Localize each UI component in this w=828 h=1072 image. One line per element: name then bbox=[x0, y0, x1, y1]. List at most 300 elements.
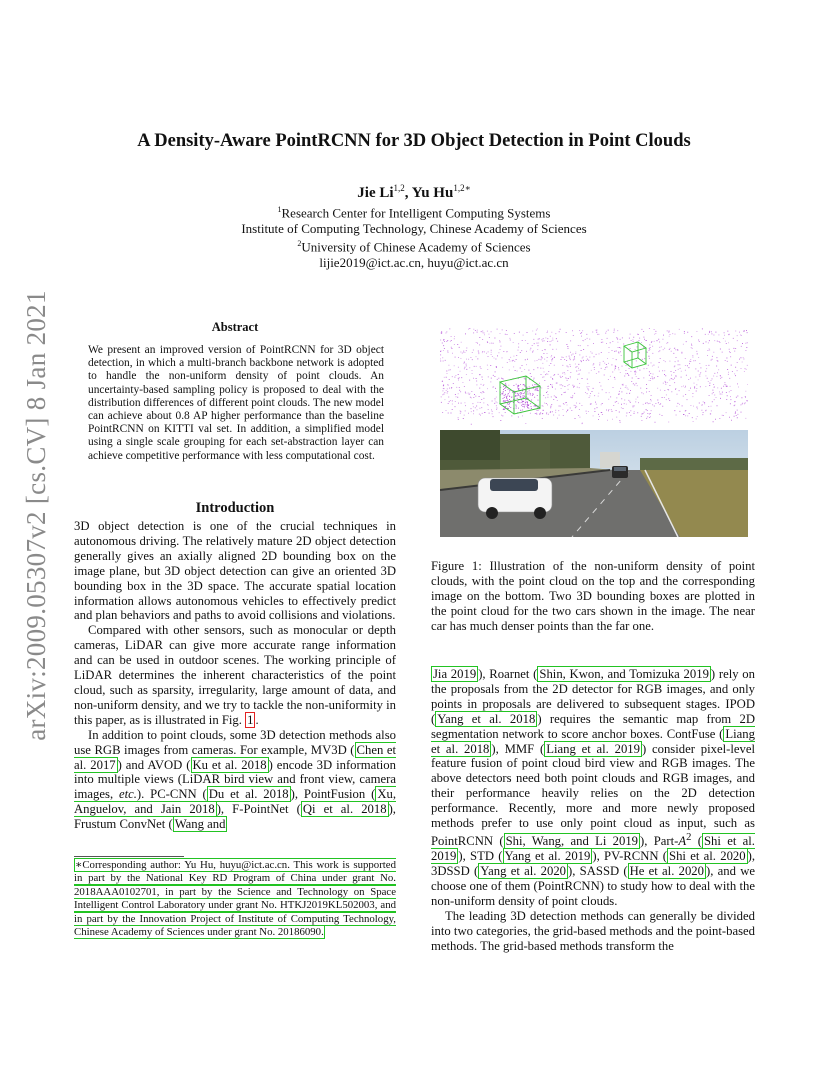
point-cloud-dot bbox=[556, 338, 557, 339]
point-cloud-dot bbox=[521, 393, 522, 394]
citation-link[interactable]: Yang et al. 2020 bbox=[480, 864, 567, 879]
point-cloud-dot bbox=[712, 379, 713, 380]
point-cloud-dot bbox=[658, 367, 659, 368]
point-cloud-dot bbox=[725, 341, 726, 342]
point-cloud-dot bbox=[626, 404, 627, 405]
citation-link[interactable]: Chen et al. 2017 bbox=[74, 742, 396, 772]
point-cloud-dot bbox=[479, 337, 480, 338]
point-cloud-dot bbox=[706, 368, 707, 369]
point-cloud-dot bbox=[490, 382, 491, 383]
point-cloud-dot bbox=[543, 395, 544, 396]
point-cloud-dot bbox=[574, 358, 575, 359]
point-cloud-dot bbox=[469, 380, 470, 381]
point-cloud-dot bbox=[720, 394, 721, 395]
point-cloud-dot bbox=[599, 363, 600, 364]
point-cloud-dot bbox=[574, 359, 575, 360]
point-cloud-dot bbox=[456, 396, 457, 397]
point-cloud-dot bbox=[613, 332, 614, 333]
point-cloud-dot bbox=[736, 415, 737, 416]
footnote-link[interactable]: ∗Corresponding author: Yu Hu, huyu@ict.ac.cn. This work is supported in part by the National Key RD Program of China under grant No. 2018AAA0102701, in part by the Science and Technology on Space Intelligent Control Laboratory under grant No. HTKJ2019KL502003, and in part by the Innovation Project of Institute of Computing Technology, Chinese Academy of Sciences under grant No. 20186090. bbox=[74, 859, 396, 939]
point-cloud-dot bbox=[675, 334, 676, 335]
point-cloud-dot bbox=[673, 379, 674, 380]
point-cloud-dot bbox=[444, 392, 445, 393]
point-cloud-dot bbox=[729, 334, 730, 335]
point-cloud-dot bbox=[659, 362, 660, 363]
point-cloud-dot bbox=[513, 367, 514, 368]
point-cloud-dot bbox=[519, 396, 520, 397]
point-cloud-dot bbox=[621, 398, 622, 399]
point-cloud-dot bbox=[529, 390, 530, 391]
point-cloud-dot bbox=[674, 378, 675, 379]
point-cloud-dot bbox=[496, 405, 497, 406]
point-cloud-dot bbox=[442, 381, 443, 382]
point-cloud-dot bbox=[648, 365, 649, 366]
point-cloud-dot bbox=[524, 396, 525, 397]
point-cloud-dot bbox=[497, 402, 498, 403]
point-cloud-dot bbox=[505, 401, 506, 402]
point-cloud-dot bbox=[626, 386, 627, 387]
point-cloud-dot bbox=[699, 403, 700, 404]
point-cloud-dot bbox=[515, 405, 516, 406]
citation-link[interactable]: Liang et al. 2018 bbox=[431, 726, 755, 756]
point-cloud-dot bbox=[671, 351, 672, 352]
point-cloud-dot bbox=[489, 413, 490, 414]
point-cloud-dot bbox=[685, 370, 686, 371]
point-cloud-dot bbox=[664, 348, 665, 349]
point-cloud-dot bbox=[505, 383, 506, 384]
point-cloud-dot bbox=[602, 403, 603, 404]
point-cloud-dot bbox=[588, 411, 589, 412]
point-cloud-dot bbox=[659, 414, 660, 415]
point-cloud-dot bbox=[659, 342, 660, 343]
point-cloud-dot bbox=[596, 354, 597, 355]
point-cloud-dot bbox=[473, 350, 474, 351]
point-cloud-dot bbox=[448, 403, 449, 404]
point-cloud-dot bbox=[454, 365, 455, 366]
point-cloud-dot bbox=[465, 393, 466, 394]
point-cloud-dot bbox=[466, 348, 467, 349]
point-cloud-dot bbox=[643, 347, 644, 348]
point-cloud-dot bbox=[602, 414, 603, 415]
point-cloud-dot bbox=[563, 357, 564, 358]
point-cloud-dot bbox=[628, 389, 629, 390]
point-cloud-dot bbox=[599, 354, 600, 355]
point-cloud-dot bbox=[679, 329, 680, 330]
point-cloud-dot bbox=[570, 408, 571, 409]
point-cloud-dot bbox=[525, 379, 526, 380]
point-cloud-dot bbox=[634, 411, 635, 412]
point-cloud-dot bbox=[590, 351, 591, 352]
point-cloud-dot bbox=[504, 397, 505, 398]
point-cloud-dot bbox=[679, 390, 680, 391]
point-cloud-dot bbox=[675, 361, 676, 362]
point-cloud-dot bbox=[518, 347, 519, 348]
point-cloud-dot bbox=[544, 403, 545, 404]
point-cloud-dot bbox=[509, 403, 510, 404]
citation-link[interactable]: Qi et al. 2018 bbox=[302, 802, 387, 817]
point-cloud-dot bbox=[649, 358, 650, 359]
point-cloud-dot bbox=[463, 418, 464, 419]
point-cloud-dot bbox=[512, 361, 513, 362]
point-cloud-dot bbox=[468, 329, 469, 330]
point-cloud-dot bbox=[532, 393, 533, 394]
math-symbol: A bbox=[678, 834, 687, 849]
point-cloud-dot bbox=[593, 388, 594, 389]
point-cloud-dot bbox=[633, 341, 634, 342]
point-cloud-dot bbox=[516, 406, 517, 407]
point-cloud-dot bbox=[593, 343, 594, 344]
citation-link[interactable]: Liang et al. 2019 bbox=[546, 741, 640, 756]
point-cloud-dot bbox=[573, 360, 574, 361]
point-cloud-dot bbox=[664, 397, 665, 398]
point-cloud-dot bbox=[568, 367, 569, 368]
point-cloud-dot bbox=[475, 396, 476, 397]
point-cloud-dot bbox=[527, 343, 528, 344]
point-cloud-dot bbox=[735, 401, 736, 402]
point-cloud-dot bbox=[514, 399, 515, 400]
point-cloud-dot bbox=[587, 345, 588, 346]
point-cloud-dot bbox=[476, 366, 477, 367]
point-cloud-dot bbox=[677, 403, 678, 404]
point-cloud-dot bbox=[745, 368, 746, 369]
point-cloud-dot bbox=[540, 413, 541, 414]
point-cloud-dot bbox=[698, 371, 699, 372]
point-cloud-dot bbox=[559, 406, 560, 407]
abstract-heading: Abstract bbox=[211, 320, 259, 334]
point-cloud-dot bbox=[472, 370, 473, 371]
point-cloud-dot bbox=[712, 393, 713, 394]
citation-link[interactable]: Yang et al. 2018 bbox=[437, 711, 536, 726]
point-cloud-dot bbox=[631, 381, 632, 382]
point-cloud-dot bbox=[657, 388, 658, 389]
point-cloud-dot bbox=[442, 391, 443, 392]
point-cloud-dot bbox=[567, 346, 568, 347]
citation-link[interactable]: Yang et al. 2019 bbox=[504, 849, 591, 864]
point-cloud-dot bbox=[459, 377, 460, 378]
point-cloud-dot bbox=[676, 415, 677, 416]
point-cloud-dot bbox=[521, 350, 522, 351]
point-cloud-dot bbox=[522, 340, 523, 341]
point-cloud-dot bbox=[581, 361, 582, 362]
point-cloud-dot bbox=[586, 411, 587, 412]
point-cloud-dot bbox=[612, 350, 613, 351]
point-cloud-dot bbox=[616, 359, 617, 360]
point-cloud-dot bbox=[566, 356, 567, 357]
point-cloud-dot bbox=[547, 357, 548, 358]
author-affiliation-mark: 1,2∗ bbox=[453, 183, 471, 193]
camera-image-figure bbox=[440, 430, 748, 537]
point-cloud-dot bbox=[734, 351, 735, 352]
point-cloud-dot bbox=[688, 379, 689, 380]
point-cloud-dot bbox=[742, 362, 743, 363]
point-cloud-dot bbox=[689, 390, 690, 391]
point-cloud-dot bbox=[554, 365, 555, 366]
point-cloud-dot bbox=[495, 388, 496, 389]
point-cloud-dot bbox=[709, 332, 710, 333]
point-cloud-dot bbox=[642, 414, 643, 415]
point-cloud-dot bbox=[521, 402, 522, 403]
point-cloud-dot bbox=[493, 416, 494, 417]
point-cloud-dot bbox=[541, 359, 542, 360]
point-cloud-dot bbox=[745, 391, 746, 392]
point-cloud-dot bbox=[634, 413, 635, 414]
point-cloud-dot bbox=[716, 357, 717, 358]
point-cloud-dot bbox=[711, 331, 712, 332]
point-cloud-dot bbox=[492, 413, 493, 414]
point-cloud-dot bbox=[479, 396, 480, 397]
point-cloud-dot bbox=[523, 404, 524, 405]
point-cloud-dot bbox=[489, 343, 490, 344]
point-cloud-dot bbox=[659, 404, 660, 405]
point-cloud-dot bbox=[594, 369, 595, 370]
point-cloud-dot bbox=[502, 358, 503, 359]
point-cloud-dot bbox=[455, 375, 456, 376]
point-cloud-dot bbox=[650, 380, 651, 381]
point-cloud-dot bbox=[737, 335, 738, 336]
point-cloud-dot bbox=[532, 395, 533, 396]
point-cloud-dot bbox=[708, 334, 709, 335]
citation-link[interactable]: Shi et al. 2019 bbox=[431, 834, 755, 864]
point-cloud-dot bbox=[578, 364, 579, 365]
point-cloud-dot bbox=[599, 382, 600, 383]
point-cloud-dot bbox=[649, 348, 650, 349]
point-cloud-dot bbox=[663, 335, 664, 336]
point-cloud-dot bbox=[488, 409, 489, 410]
point-cloud-dot bbox=[538, 410, 539, 411]
point-cloud-dot bbox=[532, 352, 533, 353]
point-cloud-dot bbox=[690, 388, 691, 389]
point-cloud-dot bbox=[620, 422, 621, 423]
point-cloud-dot bbox=[503, 389, 504, 390]
point-cloud-dot bbox=[687, 332, 688, 333]
point-cloud-dot bbox=[678, 361, 679, 362]
point-cloud-dot bbox=[518, 395, 519, 396]
point-cloud-dot bbox=[542, 418, 543, 419]
point-cloud-dot bbox=[521, 400, 522, 401]
point-cloud-dot bbox=[699, 374, 700, 375]
citation-link[interactable]: Jia 2019 bbox=[433, 667, 477, 681]
citation-link[interactable]: Shi et al. 2020 bbox=[669, 849, 746, 864]
point-cloud-dot bbox=[454, 377, 455, 378]
point-cloud-dot bbox=[578, 368, 579, 369]
point-cloud-dot bbox=[587, 359, 588, 360]
point-cloud-dot bbox=[575, 353, 576, 354]
point-cloud-dot bbox=[527, 404, 528, 405]
point-cloud-dot bbox=[698, 380, 699, 381]
point-cloud-dot bbox=[544, 349, 545, 350]
point-cloud-dot bbox=[567, 405, 568, 406]
point-cloud-dot bbox=[531, 408, 532, 409]
point-cloud-dot bbox=[664, 390, 665, 391]
point-cloud-dot bbox=[498, 352, 499, 353]
point-cloud-dot bbox=[520, 368, 521, 369]
citation-link[interactable]: Xu, Anguelov, and Jain 2018 bbox=[74, 787, 396, 817]
point-cloud-dot bbox=[569, 356, 570, 357]
point-cloud-dot bbox=[487, 369, 488, 370]
point-cloud-dot bbox=[535, 388, 536, 389]
point-cloud-dot bbox=[510, 402, 511, 403]
point-cloud-dot bbox=[500, 342, 501, 343]
point-cloud-dot bbox=[460, 411, 461, 412]
point-cloud-dot bbox=[501, 415, 502, 416]
point-cloud-dot bbox=[663, 383, 664, 384]
point-cloud-dot bbox=[690, 405, 691, 406]
citation-link[interactable]: Shi, Wang, and Li 2019 bbox=[505, 834, 639, 849]
point-cloud-dot bbox=[536, 414, 537, 415]
point-cloud-dot bbox=[694, 383, 695, 384]
citation-link[interactable]: Ku et al. 2018 bbox=[192, 757, 267, 772]
point-cloud-dot bbox=[518, 386, 519, 387]
citation-link[interactable]: Shin, Kwon, and Tomizuka 2019 bbox=[539, 667, 709, 681]
point-cloud-dot bbox=[525, 423, 526, 424]
point-cloud-dot bbox=[518, 417, 519, 418]
point-cloud-dot bbox=[473, 333, 474, 334]
point-cloud-dot bbox=[670, 348, 671, 349]
point-cloud-dot bbox=[554, 374, 555, 375]
point-cloud-dot bbox=[653, 365, 654, 366]
point-cloud-dot bbox=[714, 399, 715, 400]
point-cloud-dot bbox=[514, 361, 515, 362]
point-cloud-dot bbox=[647, 410, 648, 411]
point-cloud-dot bbox=[651, 363, 652, 364]
point-cloud-dot bbox=[524, 396, 525, 397]
point-cloud-dot bbox=[452, 404, 453, 405]
point-cloud-dot bbox=[696, 407, 697, 408]
point-cloud-dot bbox=[551, 397, 552, 398]
point-cloud-dot bbox=[666, 399, 667, 400]
point-cloud-dot bbox=[612, 341, 613, 342]
point-cloud-dot bbox=[701, 405, 702, 406]
point-cloud-dot bbox=[601, 339, 602, 340]
point-cloud-dot bbox=[606, 331, 607, 332]
point-cloud-dot bbox=[664, 374, 665, 375]
point-cloud-dot bbox=[703, 402, 704, 403]
point-cloud-dot bbox=[623, 408, 624, 409]
point-cloud-dot bbox=[547, 374, 548, 375]
point-cloud-dot bbox=[674, 366, 675, 367]
point-cloud-dot bbox=[654, 378, 655, 379]
figure-ref-link[interactable]: 1 bbox=[247, 712, 254, 727]
point-cloud-dot bbox=[644, 412, 645, 413]
point-cloud-dot bbox=[552, 411, 553, 412]
far-car-illustration bbox=[612, 466, 628, 478]
point-cloud-dot bbox=[579, 330, 580, 331]
point-cloud-dot bbox=[552, 379, 553, 380]
point-cloud-dot bbox=[545, 338, 546, 339]
point-cloud-dot bbox=[669, 336, 670, 337]
point-cloud-dot bbox=[527, 359, 528, 360]
point-cloud-dot bbox=[564, 386, 565, 387]
author-list bbox=[70, 183, 758, 202]
point-cloud-dot bbox=[732, 371, 733, 372]
point-cloud-dot bbox=[494, 376, 495, 377]
point-cloud-dot bbox=[548, 414, 549, 415]
point-cloud-dot bbox=[579, 374, 580, 375]
point-cloud-dot bbox=[471, 398, 472, 399]
point-cloud-dot bbox=[517, 393, 518, 394]
point-cloud-dot bbox=[716, 366, 717, 367]
point-cloud-dot bbox=[445, 360, 446, 361]
point-cloud-dot bbox=[569, 364, 570, 365]
point-cloud-dot bbox=[546, 413, 547, 414]
point-cloud-dot bbox=[499, 412, 500, 413]
point-cloud-dot bbox=[527, 392, 528, 393]
point-cloud-dot bbox=[737, 384, 738, 385]
point-cloud-dot bbox=[440, 355, 441, 356]
point-cloud-dot bbox=[483, 385, 484, 386]
point-cloud-dot bbox=[669, 385, 670, 386]
affiliation-mark: 2 bbox=[297, 239, 302, 249]
citation-link[interactable]: He et al. 2020 bbox=[629, 864, 704, 879]
point-cloud-dot bbox=[533, 380, 534, 381]
point-cloud-dot bbox=[666, 395, 667, 396]
point-cloud-dot bbox=[464, 415, 465, 416]
point-cloud-dot bbox=[459, 387, 460, 388]
point-cloud-dot bbox=[466, 364, 467, 365]
point-cloud-dot bbox=[560, 385, 561, 386]
point-cloud-dot bbox=[543, 377, 544, 378]
point-cloud-dot bbox=[446, 371, 447, 372]
point-cloud-dot bbox=[641, 329, 642, 330]
point-cloud-dot bbox=[649, 414, 650, 415]
point-cloud-dot bbox=[615, 402, 616, 403]
point-cloud-dot bbox=[463, 352, 464, 353]
citation-link[interactable]: Wang and bbox=[174, 817, 226, 832]
point-cloud-dot bbox=[575, 418, 576, 419]
point-cloud-dot bbox=[647, 402, 648, 403]
point-cloud-dot bbox=[570, 352, 571, 353]
point-cloud-dot bbox=[503, 391, 504, 392]
point-cloud-dot bbox=[473, 406, 474, 407]
point-cloud-dot bbox=[715, 332, 716, 333]
point-cloud-dot bbox=[740, 405, 741, 406]
point-cloud-dot bbox=[557, 400, 558, 401]
point-cloud-dot bbox=[658, 339, 659, 340]
point-cloud-dot bbox=[579, 383, 580, 384]
point-cloud-dot bbox=[641, 392, 642, 393]
point-cloud-dot bbox=[601, 404, 602, 405]
point-cloud-dot bbox=[629, 338, 630, 339]
point-cloud-dot bbox=[513, 356, 514, 357]
point-cloud-dot bbox=[502, 367, 503, 368]
point-cloud-dot bbox=[520, 392, 521, 393]
point-cloud-dot bbox=[547, 397, 548, 398]
point-cloud-dot bbox=[687, 399, 688, 400]
point-cloud-dot bbox=[491, 331, 492, 332]
point-cloud-dot bbox=[709, 349, 710, 350]
point-cloud-dot bbox=[483, 398, 484, 399]
point-cloud-dot bbox=[663, 349, 664, 350]
point-cloud-dot bbox=[691, 345, 692, 346]
point-cloud-dot bbox=[478, 352, 479, 353]
point-cloud-dot bbox=[727, 369, 728, 370]
citation-link[interactable]: Du et al. 2018 bbox=[208, 787, 289, 802]
point-cloud-dot bbox=[569, 358, 570, 359]
point-cloud-dot bbox=[481, 393, 482, 394]
point-cloud-dot bbox=[509, 390, 510, 391]
point-cloud-dot bbox=[503, 401, 504, 402]
abstract-text: We present an improved version of PointRCNN for 3D object detection, in which a multi-branch backbone network is adopted to handle the non-uniform density of point clouds. An uncertainty-based sampling policy is proposed to deal with the distribution differences of different point clouds. The new model can achieve about 0.8 AP higher performance than the baseline PointRCNN on KITTI val set. In addition, a simplified model using a single scale grouping for each set-abstraction layer can achieve competitive performance with less computational cost. bbox=[88, 344, 384, 462]
point-cloud-dot bbox=[665, 375, 666, 376]
point-cloud-dot bbox=[537, 329, 538, 330]
point-cloud-dot bbox=[625, 387, 626, 388]
point-cloud-dot bbox=[537, 360, 538, 361]
point-cloud-dot bbox=[581, 332, 582, 333]
point-cloud-dot bbox=[500, 349, 501, 350]
point-cloud-dot bbox=[461, 342, 462, 343]
right-column-body bbox=[431, 667, 755, 953]
point-cloud-dot bbox=[689, 363, 690, 364]
